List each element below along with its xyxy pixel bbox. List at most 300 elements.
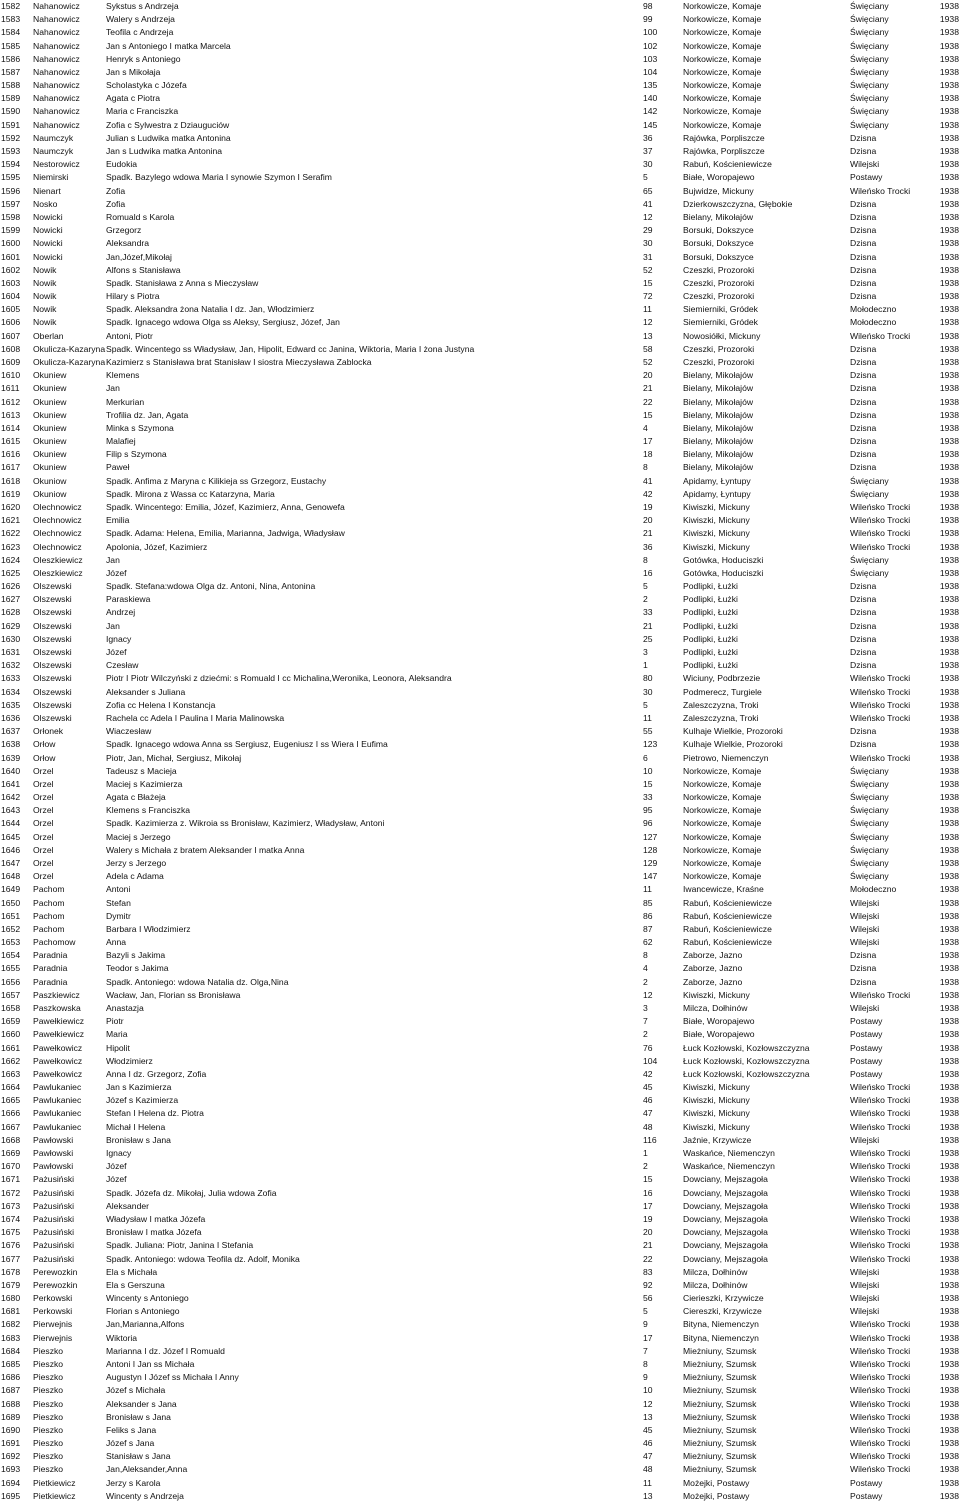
given-names-cell: Agata c Błażeja [106, 792, 166, 803]
year-cell: 1938 [939, 1293, 959, 1304]
table-row [0, 765, 960, 778]
district-cell: Wileńsko Trocki [850, 1082, 911, 1093]
surname-cell: Orłow [33, 752, 56, 763]
year-cell: 1938 [939, 1, 959, 11]
house-number-cell: 1 [643, 1148, 648, 1159]
table-row [0, 53, 960, 66]
surname-cell: Olszewski [33, 607, 72, 618]
surname-cell: Perewozkin [33, 1266, 78, 1277]
record-number-cell: 1628 [1, 607, 21, 618]
table-row [0, 1028, 960, 1041]
house-number-cell: 85 [643, 897, 653, 908]
village-commune-cell: Siemierniki, Gródek [683, 304, 758, 315]
house-number-cell: 104 [643, 1055, 658, 1066]
year-cell: 1938 [939, 211, 959, 222]
surname-cell: Oleszkiewicz [33, 554, 83, 565]
year-cell: 1938 [939, 1385, 959, 1396]
house-number-cell: 33 [643, 607, 653, 618]
table-row [0, 580, 960, 593]
district-cell: Wileńsko Trocki [850, 1398, 911, 1409]
surname-cell: Paszkiewicz [33, 989, 80, 1000]
year-cell: 1938 [939, 897, 959, 908]
house-number-cell: 41 [643, 198, 653, 209]
year-cell: 1938 [939, 225, 959, 236]
surname-cell: Orzel [33, 831, 54, 842]
house-number-cell: 20 [643, 1227, 653, 1238]
district-cell: Wileńsko Trocki [850, 712, 911, 723]
given-names-cell: Jan s Ludwika matka Antonina [106, 146, 223, 157]
given-names-cell: Spadk. Mirona z Wassa cc Katarzyna, Maria [106, 488, 275, 499]
given-names-cell: Ela s Gerszuna [106, 1279, 165, 1290]
year-cell: 1938 [939, 1200, 959, 1211]
house-number-cell: 18 [643, 449, 653, 460]
village-commune-cell: Kiwiszki, Mickuny [683, 528, 750, 539]
record-number-cell: 1636 [1, 712, 21, 723]
district-cell: Postawy [850, 1016, 883, 1027]
year-cell: 1938 [939, 1240, 959, 1251]
record-number-cell: 1674 [1, 1213, 21, 1224]
table-row [0, 158, 960, 171]
year-cell: 1938 [939, 594, 959, 605]
table-row [0, 883, 960, 896]
surname-cell: Perewozkin [33, 1279, 78, 1290]
table-row [0, 699, 960, 712]
table-row [0, 857, 960, 870]
district-cell: Święciany [850, 93, 889, 104]
record-number-cell: 1595 [1, 172, 21, 183]
village-commune-cell: Bielany, Mikołajów [683, 409, 754, 420]
surname-cell: Olszewski [33, 581, 72, 592]
record-number-cell: 1627 [1, 594, 21, 605]
house-number-cell: 123 [643, 739, 658, 750]
surname-cell: Naumczyk [33, 146, 74, 157]
surname-cell: Okuniow [33, 488, 67, 499]
house-number-cell: 42 [643, 488, 653, 499]
record-number-cell: 1631 [1, 647, 21, 658]
year-cell: 1938 [939, 409, 959, 420]
surname-cell: Nowicki [33, 225, 63, 236]
surname-cell: Pierwejnis [33, 1332, 73, 1343]
village-commune-cell: Pietrowo, Niemenczyn [683, 752, 769, 763]
surname-cell: Pachom [33, 884, 65, 895]
table-row [0, 1068, 960, 1081]
given-names-cell: Andrzej [106, 607, 136, 618]
house-number-cell: 20 [643, 370, 653, 381]
district-cell: Święciany [850, 805, 889, 816]
table-row [0, 1371, 960, 1384]
given-names-cell: Walery s Andrzeja [106, 14, 175, 25]
given-names-cell: Spadk. Stanisława z Anna s Mieczysław [106, 277, 259, 288]
house-number-cell: 87 [643, 923, 653, 934]
surname-cell: Nahanowicz [33, 27, 80, 38]
given-names-cell: Spadk. Stefana:wdowa Olga dz. Antoni, Nina, Antonina [106, 581, 316, 592]
surname-cell: Okuniow [33, 475, 67, 486]
district-cell: Dzisna [850, 647, 877, 658]
record-number-cell: 1615 [1, 436, 21, 447]
table-row [0, 1042, 960, 1055]
given-names-cell: Jerzy s Jerzego [106, 857, 167, 868]
given-names-cell: Aleksander [106, 1200, 149, 1211]
record-number-cell: 1684 [1, 1345, 21, 1356]
village-commune-cell: Kulhaje Wielkie, Prozoroki [683, 739, 783, 750]
surname-cell: Oberlan [33, 330, 64, 341]
year-cell: 1938 [939, 1161, 959, 1172]
district-cell: Wileńsko Trocki [850, 1161, 911, 1172]
table-row [0, 817, 960, 830]
surname-cell: Olechnowicz [33, 515, 82, 526]
surname-cell: Pierwejnis [33, 1319, 73, 1330]
village-commune-cell: Czeszki, Prozoroki [683, 264, 755, 275]
given-names-cell: Alfons s Stanisława [106, 264, 181, 275]
surname-cell: Orłonek [33, 726, 64, 737]
village-commune-cell: Norkowicze, Komaje [683, 27, 762, 38]
given-names-cell: Feliks s Jana [106, 1424, 157, 1435]
surname-cell: Nienart [33, 185, 61, 196]
surname-cell: Pachom [33, 910, 65, 921]
village-commune-cell: Bielany, Mikołajów [683, 396, 754, 407]
given-names-cell: Antoni I Jan ss Michała [106, 1358, 195, 1369]
district-cell: Święciany [850, 765, 889, 776]
year-cell: 1938 [939, 475, 959, 486]
table-row [0, 1226, 960, 1239]
district-cell: Święciany [850, 1, 889, 11]
surname-cell: Okulicza-Kazaryna [33, 343, 106, 354]
house-number-cell: 16 [643, 1187, 653, 1198]
year-cell: 1938 [939, 502, 959, 512]
table-row [0, 870, 960, 883]
village-commune-cell: Zaborze, Jazno [683, 976, 743, 987]
record-number-cell: 1687 [1, 1385, 21, 1396]
record-number-cell: 1629 [1, 620, 21, 631]
district-cell: Mołodeczno [850, 304, 897, 315]
surname-cell: Pawlukaniec [33, 1082, 82, 1093]
village-commune-cell: Białe, Woropajewo [683, 1029, 755, 1040]
surname-cell: Okuniew [33, 396, 67, 407]
house-number-cell: 99 [643, 14, 653, 25]
district-cell: Święciany [850, 119, 889, 130]
year-cell: 1938 [939, 805, 959, 816]
house-number-cell: 116 [643, 1134, 657, 1145]
table-row [0, 461, 960, 474]
surname-cell: Pażusiński [33, 1200, 75, 1211]
village-commune-cell: Kiwiszki, Mickuny [683, 515, 750, 526]
district-cell: Święciany [850, 554, 889, 565]
record-number-cell: 1616 [1, 449, 21, 460]
surname-cell: Nahanowicz [33, 106, 80, 117]
year-cell: 1938 [939, 607, 959, 618]
given-names-cell: Rachela cc Adela I Paulina I Maria Malinowska [106, 712, 285, 723]
surname-cell: Pawełkowicz [33, 1055, 83, 1066]
village-commune-cell: Czeszki, Prozoroki [683, 343, 755, 354]
house-number-cell: 147 [643, 871, 658, 882]
district-cell: Wileńsko Trocki [850, 185, 911, 196]
district-cell: Święciany [850, 66, 889, 77]
house-number-cell: 15 [643, 409, 653, 420]
surname-cell: Paszkowska [33, 1003, 81, 1013]
district-cell: Wileńsko Trocki [850, 1424, 911, 1435]
surname-cell: Oleszkiewicz [33, 567, 83, 578]
given-names-cell: Bronisław s Jana [106, 1411, 171, 1422]
record-number-cell: 1676 [1, 1240, 21, 1251]
district-cell: Święciany [850, 40, 889, 51]
district-cell: Wileńsko Trocki [850, 1332, 911, 1343]
surname-cell: Pawlukaniec [33, 1108, 82, 1119]
house-number-cell: 104 [643, 66, 658, 77]
year-cell: 1938 [939, 1279, 959, 1290]
record-number-cell: 1623 [1, 541, 21, 552]
house-number-cell: 2 [643, 976, 648, 987]
record-number-cell: 1672 [1, 1187, 21, 1198]
table-row [0, 1134, 960, 1147]
surname-cell: Pieszko [33, 1424, 64, 1435]
given-names-cell: Sykstus s Andrzeja [106, 1, 179, 11]
house-number-cell: 62 [643, 937, 653, 948]
house-number-cell: 46 [643, 1438, 653, 1449]
house-number-cell: 22 [643, 1253, 653, 1264]
surname-cell: Pawłowski [33, 1161, 74, 1172]
given-names-cell: Spadk. Aleksandra żona Natalia I dz. Jan, Włodzimierz [106, 304, 315, 315]
district-cell: Święciany [850, 27, 889, 38]
record-number-cell: 1665 [1, 1095, 21, 1106]
given-names-cell: Wiaczesław [106, 726, 152, 737]
surname-cell: Nowicki [33, 211, 63, 222]
record-number-cell: 1582 [1, 1, 21, 11]
house-number-cell: 72 [643, 291, 653, 302]
year-cell: 1938 [939, 871, 959, 882]
record-number-cell: 1584 [1, 27, 21, 38]
year-cell: 1938 [939, 27, 959, 38]
village-commune-cell: Podlipki, Łużki [683, 660, 738, 671]
table-row [0, 105, 960, 118]
surname-cell: Nestorowicz [33, 159, 80, 170]
table-row [0, 488, 960, 501]
year-cell: 1938 [939, 1490, 959, 1501]
village-commune-cell: Borsuki, Dokszyce [683, 251, 754, 262]
district-cell: Dzisna [850, 225, 877, 236]
record-number-cell: 1610 [1, 370, 21, 381]
given-names-cell: Hilary s Piotra [106, 291, 160, 302]
record-number-cell: 1643 [1, 805, 21, 816]
given-names-cell: Spadk. Józefa dz. Mikołaj, Julia wdowa Zofia [106, 1187, 277, 1198]
table-row [0, 435, 960, 448]
surname-cell: Olszewski [33, 673, 72, 684]
surname-cell: Nahanowicz [33, 14, 80, 25]
given-names-cell: Ela s Michała [106, 1266, 158, 1277]
surname-cell: Orzel [33, 871, 54, 882]
given-names-cell: Minka s Szymona [106, 422, 174, 433]
village-commune-cell: Zaleszczyzna, Troki [683, 712, 759, 723]
year-cell: 1938 [939, 40, 959, 51]
year-cell: 1938 [939, 633, 959, 644]
surname-cell: Pieszko [33, 1411, 64, 1422]
record-number-cell: 1632 [1, 660, 21, 671]
house-number-cell: 47 [643, 1108, 653, 1119]
house-number-cell: 20 [643, 515, 653, 526]
record-number-cell: 1607 [1, 330, 21, 341]
district-cell: Wileńsko Trocki [850, 673, 911, 684]
house-number-cell: 142 [643, 106, 658, 117]
year-cell: 1938 [939, 1029, 959, 1040]
surname-cell: Nahanowicz [33, 119, 80, 130]
year-cell: 1938 [939, 686, 959, 697]
house-number-cell: 22 [643, 396, 653, 407]
surname-cell: Olszewski [33, 660, 72, 671]
year-cell: 1938 [939, 343, 959, 354]
district-cell: Wilejski [850, 1266, 880, 1277]
year-cell: 1938 [939, 699, 959, 710]
year-cell: 1938 [939, 1134, 959, 1145]
record-number-cell: 1652 [1, 923, 21, 934]
village-commune-cell: Dowciany, Mejszagoła [683, 1253, 768, 1264]
surname-cell: Pieszko [33, 1464, 64, 1475]
year-cell: 1938 [939, 66, 959, 77]
record-number-cell: 1634 [1, 686, 21, 697]
given-names-cell: Józef [106, 647, 127, 658]
village-commune-cell: Mieżniuny, Szumsk [683, 1438, 757, 1449]
house-number-cell: 8 [643, 1358, 648, 1369]
table-row [0, 132, 960, 145]
district-cell: Wileńsko Trocki [850, 1227, 911, 1238]
district-cell: Wileńsko Trocki [850, 528, 911, 539]
house-number-cell: 41 [643, 475, 653, 486]
district-cell: Wileńsko Trocki [850, 1095, 911, 1106]
table-row [0, 264, 960, 277]
table-row [0, 1253, 960, 1266]
record-number-cell: 1650 [1, 897, 21, 908]
table-row [0, 1463, 960, 1476]
year-cell: 1938 [939, 910, 959, 921]
house-number-cell: 10 [643, 765, 653, 776]
village-commune-cell: Bujwidze, Mickuny [683, 185, 754, 196]
given-names-cell: Hipolit [106, 1042, 130, 1053]
year-cell: 1938 [939, 172, 959, 183]
record-number-cell: 1620 [1, 502, 21, 512]
given-names-cell: Zofia [106, 198, 126, 209]
district-cell: Dzisna [850, 291, 877, 302]
district-cell: Wileńsko Trocki [850, 752, 911, 763]
year-cell: 1938 [939, 963, 959, 974]
surname-cell: Pawełkowicz [33, 1042, 83, 1053]
district-cell: Dzisna [850, 449, 877, 460]
house-number-cell: 2 [643, 1029, 648, 1040]
year-cell: 1938 [939, 1372, 959, 1383]
given-names-cell: Jerzy s Karola [106, 1477, 161, 1488]
district-cell: Dzisna [850, 251, 877, 262]
record-number-cell: 1618 [1, 475, 21, 486]
village-commune-cell: Dowciany, Mejszagoła [683, 1240, 768, 1251]
house-number-cell: 7 [643, 1016, 648, 1027]
surname-cell: Okuniew [33, 422, 67, 433]
village-commune-cell: Łuck Kozłowski, Kozłowszczyzna [683, 1068, 810, 1079]
village-commune-cell: Białe, Woropajewo [683, 1016, 755, 1027]
given-names-cell: Spadk. Ignacego wdowa Anna ss Sergiusz, Eugeniusz I ss Wiera I Eufima [106, 739, 388, 750]
year-cell: 1938 [939, 1068, 959, 1079]
village-commune-cell: Norkowicze, Komaje [683, 93, 762, 104]
year-cell: 1938 [939, 554, 959, 565]
table-row [0, 1345, 960, 1358]
table-row [0, 1292, 960, 1305]
record-number-cell: 1664 [1, 1082, 21, 1093]
given-names-cell: Stefan [106, 897, 131, 908]
given-names-cell: Józef [106, 1161, 127, 1172]
given-names-cell: Wiktoria [106, 1332, 138, 1343]
surname-cell: Pieszko [33, 1398, 64, 1409]
given-names-cell: Spadk. Juliana: Piotr, Janina I Stefania [106, 1240, 254, 1251]
table-row [0, 237, 960, 250]
record-number-cell: 1659 [1, 1016, 21, 1027]
house-number-cell: 2 [643, 1161, 648, 1172]
house-number-cell: 42 [643, 1068, 653, 1079]
record-number-cell: 1649 [1, 884, 21, 895]
surname-cell: Nowik [33, 277, 57, 288]
surname-cell: Paradnia [33, 976, 68, 987]
village-commune-cell: Norkowicze, Komaje [683, 765, 762, 776]
district-cell: Dzisna [850, 211, 877, 222]
surname-cell: Pieszko [33, 1372, 64, 1383]
district-cell: Wileńsko Trocki [850, 1108, 911, 1119]
village-commune-cell: Norkowicze, Komaje [683, 80, 762, 91]
given-names-cell: Emilia [106, 515, 130, 526]
year-cell: 1938 [939, 857, 959, 868]
district-cell: Wileńsko Trocki [850, 1451, 911, 1462]
district-cell: Dzisna [850, 594, 877, 605]
district-cell: Wileńsko Trocki [850, 541, 911, 552]
house-number-cell: 9 [643, 1372, 648, 1383]
village-commune-cell: Czeszki, Prozoroki [683, 277, 755, 288]
table-row [0, 119, 960, 132]
given-names-cell: Zofia c Sylwestra z Dziauguciów [106, 119, 230, 130]
surname-cell: Orzel [33, 778, 54, 789]
village-commune-cell: Łuck Kozłowski, Kozłowszczyzna [683, 1055, 810, 1066]
record-number-cell: 1682 [1, 1319, 21, 1330]
district-cell: Wileńsko Trocki [850, 1345, 911, 1356]
table-row [0, 923, 960, 936]
surname-cell: Nahanowicz [33, 80, 80, 91]
district-cell: Wileńsko Trocki [850, 1187, 911, 1198]
house-number-cell: 5 [643, 1306, 648, 1317]
district-cell: Wileńsko Trocki [850, 1319, 911, 1330]
record-number-cell: 1642 [1, 792, 21, 803]
house-number-cell: 140 [643, 93, 658, 104]
table-row [0, 1358, 960, 1371]
house-number-cell: 21 [643, 620, 653, 631]
given-names-cell: Piotr, Jan, Michał, Sergiusz, Mikołaj [106, 752, 242, 763]
district-cell: Dzisna [850, 146, 877, 157]
record-number-cell: 1621 [1, 515, 21, 526]
district-cell: Wilejski [850, 1293, 880, 1304]
district-cell: Dzisna [850, 436, 877, 447]
table-row [0, 1318, 960, 1331]
record-number-cell: 1653 [1, 937, 21, 948]
surname-cell: Olechnowicz [33, 541, 82, 552]
table-row [0, 778, 960, 791]
district-cell: Postawy [850, 172, 883, 183]
given-names-cell: Julian s Ludwika matka Antonina [106, 132, 231, 143]
district-cell: Dzisna [850, 370, 877, 381]
district-cell: Święciany [850, 818, 889, 829]
district-cell: Dzisna [850, 607, 877, 618]
village-commune-cell: Dowciany, Mejszagoła [683, 1187, 768, 1198]
table-row [0, 897, 960, 910]
surname-cell: Olszewski [33, 699, 72, 710]
year-cell: 1938 [939, 370, 959, 381]
given-names-cell: Spadk. Ignacego wdowa Olga ss Aleksy, Sergiusz, Józef, Jan [106, 317, 340, 328]
given-names-cell: Włodzimierz [106, 1055, 153, 1066]
table-row [0, 211, 960, 224]
record-number-cell: 1599 [1, 225, 21, 236]
table-row [0, 1398, 960, 1411]
year-cell: 1938 [939, 1003, 959, 1013]
